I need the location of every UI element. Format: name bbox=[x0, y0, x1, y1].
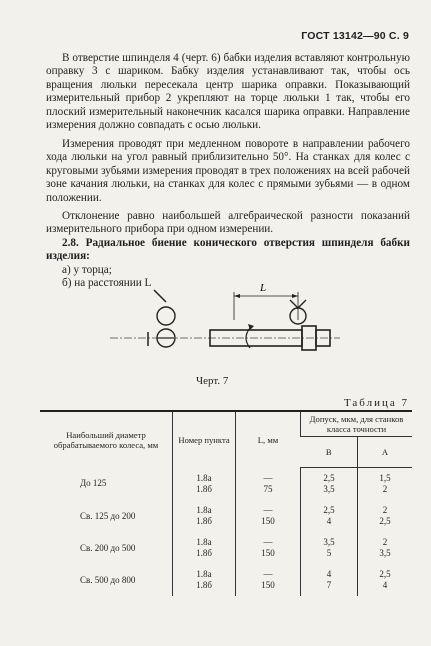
cell-L-value: — bbox=[263, 569, 273, 579]
table-row bbox=[40, 564, 412, 596]
paragraph-1: В отверстие шпинделя 4 (черт. 6) бабки изделия вставляют контрольную оправку 3 с шариком. Бабку изделия устанавливают так, чтобы ось вращения люльки пересекала центр шарика оправки. Показывающий измерительный прибор 2 укрепляют на торце люльки 1 так, чтобы его плоский измерительный наконечник касался шарика оправки. Направление измерения должно совпадать с осью люльки. bbox=[46, 52, 410, 132]
cell-L bbox=[236, 564, 301, 596]
cell-diameter: Св. 200 до 500 bbox=[80, 542, 136, 553]
cell-diameter: До 125 bbox=[80, 478, 107, 489]
cell-L bbox=[236, 468, 301, 501]
cell-L-value: 150 bbox=[261, 516, 275, 526]
cell-a-value: 2 bbox=[382, 484, 388, 494]
cell-diameter: Св. 500 до 800 bbox=[80, 574, 136, 585]
cell-b-value: 3,5 bbox=[323, 537, 335, 547]
cell-L-value: — bbox=[263, 537, 273, 547]
cell-a-value: 2,5 bbox=[379, 516, 391, 526]
cell-L-value: — bbox=[263, 472, 273, 483]
list-item-a: а) у торца; bbox=[62, 263, 112, 276]
col-l-header: L, мм bbox=[236, 411, 301, 468]
cell-b-value: 3,5 bbox=[323, 484, 335, 494]
cell-items bbox=[173, 532, 236, 564]
col-item-header: Номер пункта bbox=[173, 411, 236, 468]
cell-a-value: 1,5 bbox=[379, 473, 391, 483]
cell-b bbox=[301, 500, 358, 532]
cell-a-value: 2 bbox=[382, 505, 388, 515]
col-diameter-header: Наибольший диаметр обрабатываемого колеса, мм bbox=[40, 411, 173, 468]
table-row bbox=[40, 500, 412, 532]
table-row bbox=[40, 532, 412, 564]
cell-b bbox=[301, 532, 358, 564]
cell-b-value: 5 bbox=[326, 548, 332, 558]
cell-a bbox=[357, 564, 412, 596]
cell-items-value: 1.8б bbox=[196, 516, 212, 526]
cell-b-value: 7 bbox=[326, 580, 332, 590]
body-text-block-1 bbox=[46, 52, 410, 132]
left-stand-icon bbox=[154, 290, 166, 302]
cell-b bbox=[301, 468, 358, 501]
cell-items-value: 1.8а bbox=[196, 505, 212, 515]
cell-a bbox=[357, 500, 412, 532]
cell-a-value: 2 bbox=[382, 537, 388, 547]
body-text-block-2 bbox=[46, 138, 410, 205]
cell-items-value: 1.8б bbox=[196, 548, 212, 558]
cell-L bbox=[236, 532, 301, 564]
cell-a bbox=[357, 468, 412, 501]
cell-b-value: 2,5 bbox=[323, 473, 335, 483]
figure-caption: Черт. 7 bbox=[196, 375, 229, 387]
spindle-figure bbox=[110, 280, 340, 370]
cell-a-value: 4 bbox=[382, 580, 388, 590]
cell-items bbox=[173, 468, 236, 501]
list-item-b: б) на расстоянии L bbox=[62, 277, 152, 290]
cell-a-value: 3,5 bbox=[379, 548, 391, 558]
col-class-b: В bbox=[301, 437, 358, 468]
col-class-a: А bbox=[357, 437, 412, 468]
table-7 bbox=[40, 410, 412, 596]
cell-b bbox=[301, 564, 358, 596]
cell-items-value: 1.8а bbox=[196, 472, 212, 483]
cell-L-value: 150 bbox=[261, 580, 275, 590]
cell-items-value: 1.8б bbox=[196, 483, 212, 494]
page-header: ГОСТ 13142—90 С. 9 bbox=[301, 30, 409, 42]
cell-a-value: 2,5 bbox=[379, 569, 391, 579]
cell-diameter: Св. 125 до 200 bbox=[80, 510, 136, 521]
cell-a bbox=[357, 532, 412, 564]
cell-b-value: 4 bbox=[326, 516, 332, 526]
cell-items bbox=[173, 500, 236, 532]
cell-L-value: 150 bbox=[261, 548, 275, 558]
table-row bbox=[40, 468, 412, 501]
cell-items-value: 1.8б bbox=[196, 580, 212, 590]
cell-items-value: 1.8а bbox=[196, 569, 212, 579]
cell-b-value: 2,5 bbox=[323, 505, 335, 515]
paragraph-3: Отклонение равно наибольшей алгебраической разности показаний измерительного прибора при одном измерении. bbox=[46, 210, 410, 236]
body-text-block-3 bbox=[46, 210, 410, 290]
cell-L bbox=[236, 500, 301, 532]
cell-items bbox=[173, 564, 236, 596]
section-title: 2.8. Радиальное биение конического отверстия шпинделя бабки изделия: bbox=[46, 236, 410, 263]
cell-b-value: 4 bbox=[326, 569, 332, 579]
table-title: Таблица 7 bbox=[343, 397, 409, 409]
cell-L-value: — bbox=[263, 505, 273, 515]
figure-label-l: L bbox=[260, 282, 267, 294]
cell-items-value: 1.8а bbox=[196, 537, 212, 547]
cell-L-value: 75 bbox=[263, 483, 273, 494]
paragraph-2: Измерения проводят при медленном повороте в направлении рабочего хода люльки на угол равный приблизительно 50°. На станках для колес с круговыми зубьями измерения проводят в трех положениях на всей рабочей зоне качания люльки, на станках для колес с прямыми зубьями — в одном положении. bbox=[46, 138, 410, 204]
col-tolerance-header: Допуск, мкм, для станков класса точности bbox=[301, 411, 413, 437]
